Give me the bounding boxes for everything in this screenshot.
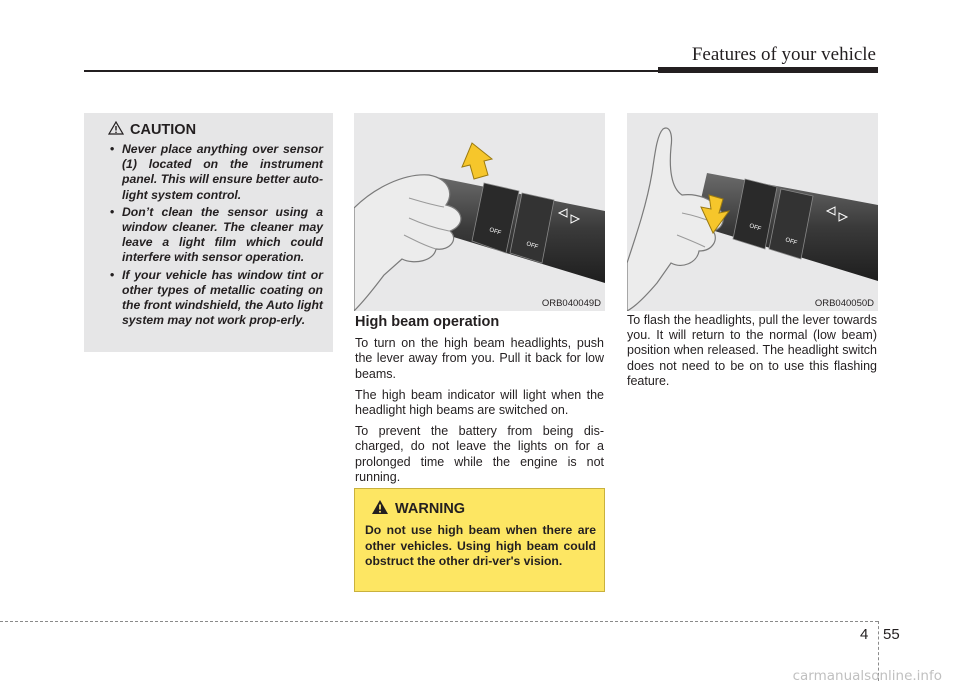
figure-flash-pull — [627, 113, 878, 311]
watermark: carmanualsonline.info — [792, 668, 942, 684]
caution-item: • Never place anything over sensor (1) located on the instrument panel. This will ensure better auto-light system control. — [102, 142, 323, 203]
header-accent-bar — [658, 67, 878, 73]
switch-off-label: OFF — [488, 227, 502, 237]
body-paragraph: The high beam indicator will light when the headlight high beams are switched on. — [355, 387, 604, 418]
figure-high-beam-push — [354, 113, 605, 311]
footer-rule — [0, 621, 878, 622]
warning-title: WARNING — [395, 501, 466, 517]
caution-item: • If your vehicle has window tint or other types of metallic coating on the front windshield, the Auto light system may not work prop-erly. — [102, 268, 323, 329]
body-paragraph: To flash the headlights, pull the lever towards you. It will return to the normal (low beam) position when released. The headlight switch does not need to be on to use this flashing feature. — [627, 313, 877, 388]
warning-box — [354, 488, 605, 592]
section-heading: High beam operation — [355, 314, 500, 330]
warning-heading — [371, 499, 596, 519]
caution-triangle-icon — [108, 121, 130, 139]
caution-heading — [108, 121, 323, 139]
lever-pull-illustration — [627, 113, 878, 311]
body-paragraph: To prevent the battery from being dis-charged, do not leave the lights on for a prolonged time while the engine is not running. — [355, 424, 604, 484]
caution-title: CAUTION — [130, 122, 197, 138]
header-title: Features of your vehicle — [691, 44, 876, 65]
switch-off-label: OFF — [784, 237, 798, 247]
switch-off-label: OFF — [748, 223, 762, 233]
warning-text: Do not use high beam when there are other vehicles. Using high beam could obstruct the other dri-ver's vision. — [365, 523, 596, 568]
figure-code: ORB040049D — [541, 298, 601, 309]
chapter-number: 4 — [860, 626, 869, 643]
lever-push-illustration — [354, 113, 605, 311]
caution-box — [84, 113, 333, 352]
caution-list — [102, 142, 323, 328]
figure-code: ORB040050D — [814, 298, 874, 309]
switch-off-label: OFF — [525, 241, 539, 251]
page-number: 55 — [883, 626, 900, 643]
warning-triangle-icon — [371, 499, 395, 519]
flash-section — [627, 313, 877, 395]
body-paragraph: To turn on the high beam headlights, push the lever away from you. Pull it back for low beams. — [355, 336, 604, 381]
high-beam-section — [355, 313, 604, 491]
push-arrow-icon — [462, 143, 492, 179]
caution-item: • Don’t clean the sensor using a window cleaner. The cleaner may leave a light film which could interfere with sensor operation. — [102, 205, 323, 266]
